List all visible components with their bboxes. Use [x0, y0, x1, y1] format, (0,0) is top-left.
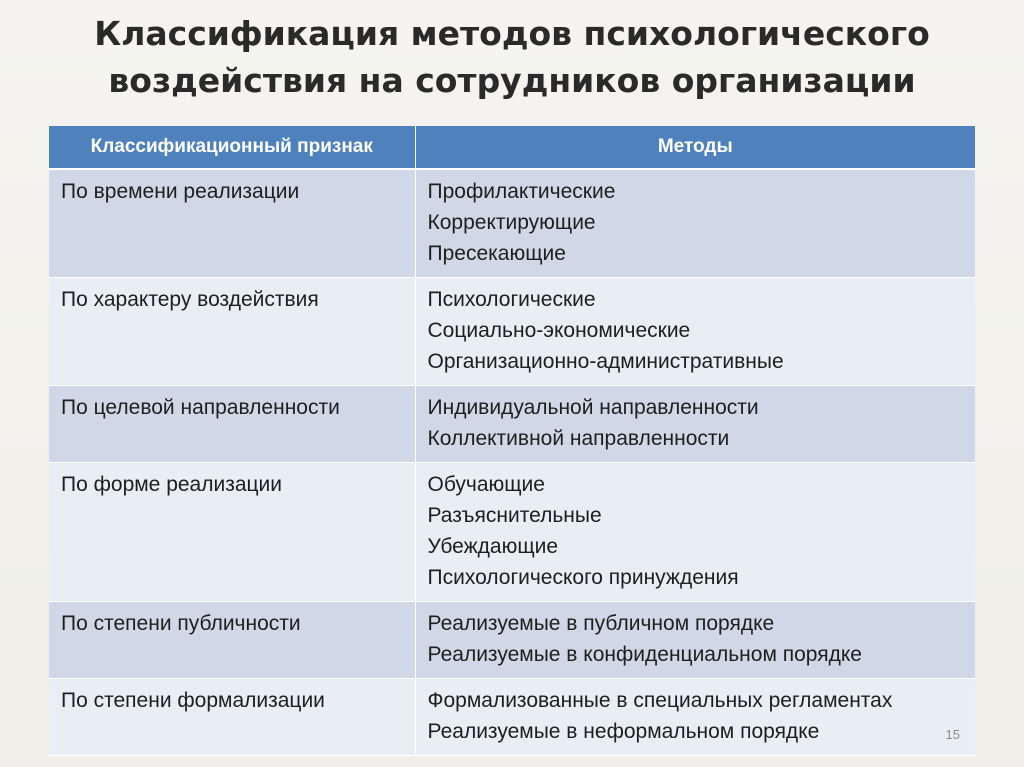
row-methods	[415, 169, 975, 278]
table-row	[49, 278, 975, 386]
method-item: Организационно-административные	[427, 350, 784, 373]
slide-title	[40, 10, 984, 104]
row-feature: По целевой направленности	[49, 386, 415, 463]
row-methods	[415, 386, 975, 463]
method-item: Психологические	[427, 288, 596, 311]
row-feature: По степени формализации	[49, 679, 415, 756]
row-feature: По характеру воздействия	[49, 278, 415, 386]
header-methods: Методы	[415, 126, 975, 169]
method-item: Реализуемые в публичном порядке	[427, 612, 775, 635]
method-item: Формализованные в специальных регламентах	[427, 689, 893, 712]
method-item: Убеждающие	[427, 535, 559, 558]
table-header-row	[49, 126, 975, 169]
row-methods	[415, 679, 975, 756]
method-item: Социально-экономические	[427, 319, 691, 342]
method-item: Корректирующие	[427, 211, 596, 234]
method-item: Индивидуальной направленности	[427, 396, 759, 419]
method-item: Разъяснительные	[427, 504, 602, 527]
row-methods	[415, 463, 975, 602]
method-item: Пресекающие	[427, 242, 566, 265]
methods-classification-table	[49, 126, 975, 756]
method-item: Психологического принуждения	[427, 566, 739, 589]
table-row	[49, 169, 975, 278]
method-item: Профилактические	[427, 180, 616, 203]
row-feature: По времени реализации	[49, 169, 415, 278]
slide-title-line-2: воздействия на сотрудников организации	[108, 61, 916, 100]
page-number: 15	[945, 727, 960, 742]
row-feature: По степени публичности	[49, 602, 415, 679]
header-classification-feature: Классификационный признак	[49, 126, 415, 169]
table-row	[49, 679, 975, 756]
row-methods	[415, 602, 975, 679]
table-row	[49, 602, 975, 679]
row-feature: По форме реализации	[49, 463, 415, 602]
table-row	[49, 463, 975, 602]
slide-title-line-1: Классификация методов психологического	[94, 14, 930, 53]
method-item: Реализуемые в конфиденциальном порядке	[427, 643, 862, 666]
method-item: Коллективной направленности	[427, 427, 730, 450]
method-item: Обучающие	[427, 473, 545, 496]
method-item: Реализуемые в неформальном порядке	[427, 720, 820, 743]
table-row	[49, 386, 975, 463]
row-methods	[415, 278, 975, 386]
